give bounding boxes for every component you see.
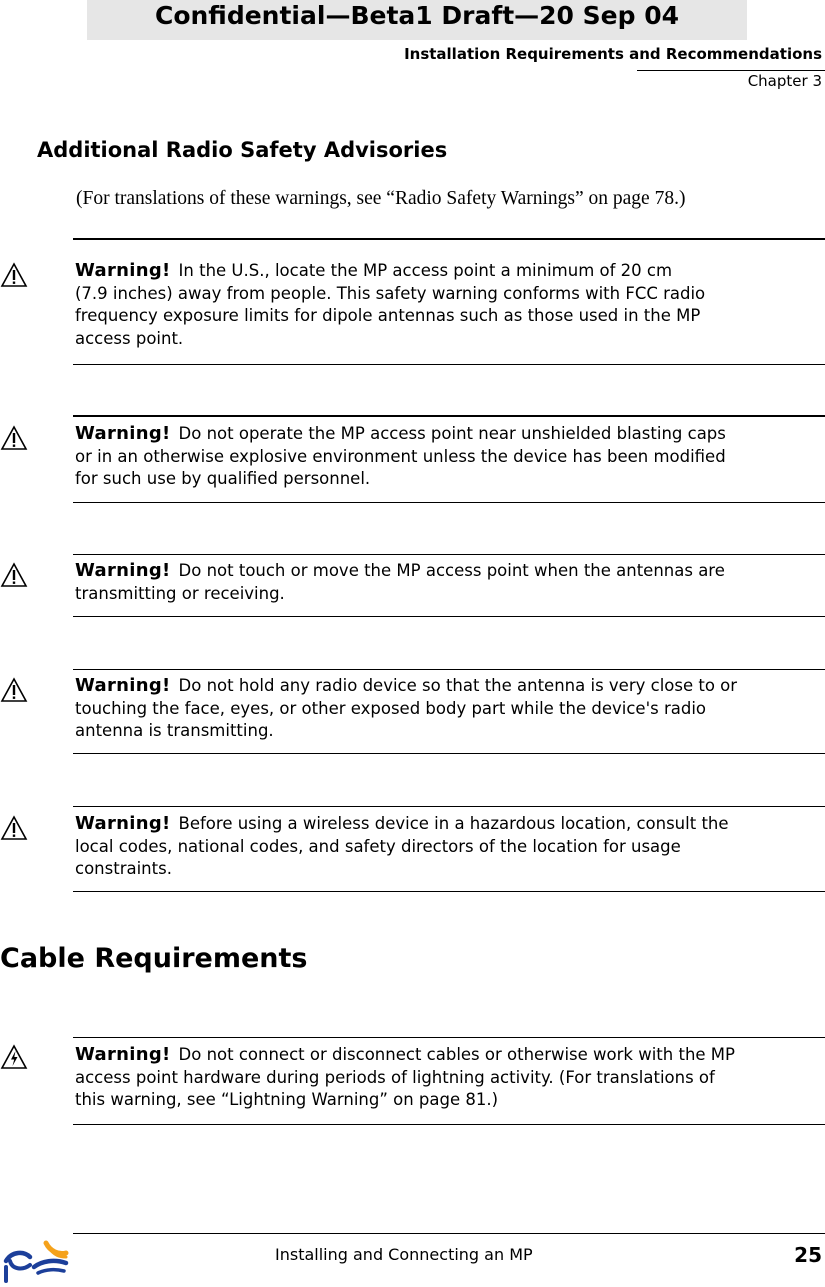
caution-triangle-icon: [0, 677, 28, 703]
warning-top-rule: [73, 1037, 825, 1038]
translations-note: (For translations of these warnings, see “Radio Safety Warnings” on page 78.): [76, 188, 686, 209]
warning-text: Warning! Before using a wireless device in a hazardous location, consult the local codes, national codes, and safety directors of the location for usage constraints.: [75, 813, 729, 878]
company-logo-icon: [0, 1237, 72, 1283]
warning-text: Warning! In the U.S., locate the MP access point a minimum of 20 cm (7.9 inches) away from people. This safety warning conforms with FCC radio frequency exposure limits for dipole antennas such as those used in the MP access point.: [75, 260, 706, 348]
warning-label: Warning!: [75, 560, 171, 581]
running-header-title: Installation Requirements and Recommendations: [404, 45, 822, 63]
confidential-text: Confidential—Beta1 Draft—20 Sep 04: [154, 1, 679, 30]
running-header-chapter: Chapter 3: [747, 72, 822, 90]
caution-triangle-icon: [0, 562, 28, 588]
section-heading-cable: Cable Requirements: [0, 943, 308, 974]
header-rule: [637, 70, 825, 71]
warning-bottom-rule: [73, 502, 825, 503]
warning-top-rule: [73, 415, 825, 417]
warning-label: Warning!: [75, 675, 171, 696]
warning-label: Warning!: [75, 813, 171, 834]
warning-text: Warning! Do not hold any radio device so that the antenna is very close to or touching the face, eyes, or other exposed body part while the device's radio antenna is transmitting.: [75, 675, 738, 740]
warning-top-rule: [73, 806, 825, 807]
warning-top-rule: [73, 238, 825, 240]
caution-triangle-icon: [0, 262, 28, 288]
warning-bottom-rule: [73, 364, 825, 365]
warning-bottom-rule: [73, 616, 825, 617]
footer-title: Installing and Connecting an MP: [275, 1245, 533, 1264]
section-heading-additional: Additional Radio Safety Advisories: [37, 138, 448, 162]
warning-bottom-rule: [73, 891, 825, 892]
warning-bottom-rule: [73, 1124, 825, 1125]
lightning-triangle-icon: [0, 1044, 28, 1070]
warning-text: Warning! Do not connect or disconnect cables or otherwise work with the MP access point hardware during periods of lightning activity. (For translations of this warning, see “Lightning Warning” on page 81.): [75, 1044, 735, 1109]
warning-label: Warning!: [75, 260, 171, 281]
warning-top-rule: [73, 669, 825, 670]
caution-triangle-icon: [0, 425, 28, 451]
warning-text: Warning! Do not operate the MP access point near unshielded blasting caps or in an otherwise explosive environment unless the device has been modified for such use by qualified personnel.: [75, 423, 726, 488]
caution-triangle-icon: [0, 815, 28, 841]
warning-bottom-rule: [73, 753, 825, 754]
footer-rule: [73, 1233, 825, 1234]
warning-text: Warning! Do not touch or move the MP access point when the antennas are transmitting or receiving.: [75, 560, 725, 603]
warning-label: Warning!: [75, 1044, 171, 1065]
warning-top-rule: [73, 554, 825, 555]
warning-label: Warning!: [75, 423, 171, 444]
page-number: 25: [794, 1243, 822, 1267]
